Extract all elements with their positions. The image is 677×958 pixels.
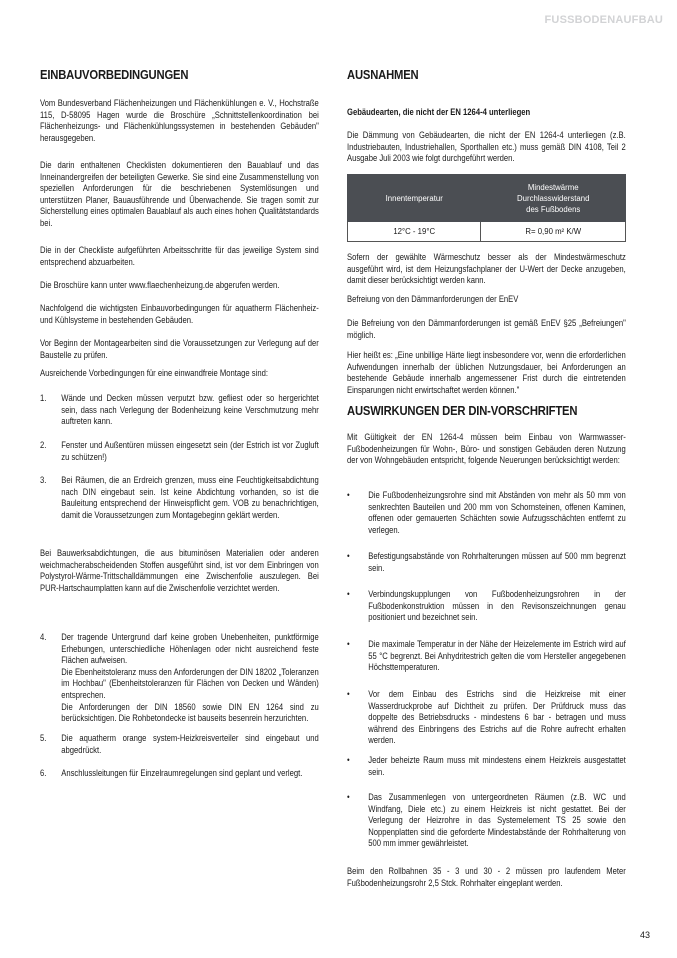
bullet-item bbox=[347, 551, 626, 574]
paragraph: Nachfolgend die wichtigsten Einbauvorbedingungen für aquatherm Flächenheiz- und Kühlsysteme in bestehenden Gebäuden. bbox=[40, 303, 319, 325]
bullet-icon: • bbox=[347, 689, 350, 699]
paragraph: Ausreichende Vorbedingungen für eine einwandfreie Montage sind: bbox=[40, 368, 268, 378]
bullet-text: Verbindungskupplungen von Fußbodenheizungsrohren in der Fußbodenkonstruktion müssen in den Revisonszeichnungen genau positioniert und bezeichnet sein. bbox=[368, 589, 626, 623]
list-text: Bei Räumen, die an Erdreich grenzen, muss eine Feuchtigkeitsabdichtung nach DIN eingebaut sein. Ist keine Abdichtung vorhanden, so ist die Bauleitung entsprechend der Hinweispflicht gem. VOB zu benachrichtigen, damit die Voraussetzungen zum Montagebeginn geklärt werden. bbox=[61, 475, 319, 520]
table-header: Innentemperatur bbox=[348, 175, 481, 222]
bullet-text: Jeder beheizte Raum muss mit mindestens einem Heizkreis ausgestattet sein. bbox=[368, 755, 626, 777]
list-text-part: Die Anforderungen der DIN 18560 sowie DIN EN 1264 sind zu berücksichtigen. Die Rohbetondecke ist bauseits besenrein herzurichten. bbox=[61, 701, 319, 724]
bullet-text: Das Zusammenlegen von untergeordneten Räumen (z.B. WC und Windfang, Diele etc.) zu einem Heizkreis ist nicht gestattet. Bei der Verlegung der Heizrohre in das Systemelement TS 25 sowie den Noppenplatten sind die geforderte Mindestabstände der Rohrhalterung von 500 mm immer gewährleistet. bbox=[368, 792, 626, 849]
bullet-item bbox=[347, 589, 626, 624]
table-header-line: Mindestwärme bbox=[527, 182, 579, 192]
table-row bbox=[348, 222, 626, 242]
table-cell: R= 0,90 m² K/W bbox=[481, 222, 626, 242]
insulation-table bbox=[347, 174, 626, 242]
section-header: FUSSBODENAUFBAU bbox=[544, 14, 663, 26]
bullet-icon: • bbox=[347, 490, 350, 500]
list-number: 4. bbox=[40, 632, 47, 642]
list-number: 3. bbox=[40, 475, 47, 485]
list-text: Wände und Decken müssen verputzt bzw. gefliest oder so hergerichtet sein, dass nach Verlegung der Bodenheizung keine Verschmutzung mehr auftreten kann. bbox=[61, 393, 319, 427]
bullet-icon: • bbox=[347, 792, 350, 802]
paragraph: Vor Beginn der Montagearbeiten sind die Voraussetzungen zur Verlegung auf der Baustelle zu prüfen. bbox=[40, 338, 319, 360]
bullet-item bbox=[347, 755, 626, 778]
paragraph: Beim den Rollbahnen 35 - 3 und 30 - 2 müssen pro laufendem Meter Fußbodenheizungsrohr 2,5 Stck. Rohrhalter eingeplant werden. bbox=[347, 866, 626, 888]
paragraph: Die Dämmung von Gebäudearten, die nicht der EN 1264-4 unterliegen (z.B. Industriebauten, Industriehallen, Sporthallen etc.) muss gemäß DIN 4108, Teil 2 Ausgabe Juli 2003 wie folgt durchgeführt werden. bbox=[347, 130, 626, 164]
bullet-text: Die Fußbodenheizungsrohre sind mit Abständen von mehr als 50 mm von senkrechten Bauteilen und 200 mm von Schornsteinen, offenen Kaminen, offenen oder gemauerten Schächten sowie Aufzugsschächten entfernt zu verlegen. bbox=[368, 490, 626, 535]
list-item bbox=[40, 632, 319, 725]
paragraph: Bei Bauwerksabdichtungen, die aus bituminösen Materialien oder anderen weichmacherabscheidenden Stoffen ausgeführt sind, ist vor dem Einbringen von Polystyrol-Wärme-Trittschalldämmungen eine Zwischenfolie auszulegen. Bei PUR-Hartschaumplatten kann auf die Zwischenfolie verzichtet werden. bbox=[40, 548, 319, 593]
bullet-item bbox=[347, 490, 626, 536]
paragraph: Die Broschüre kann unter www.flaechenheizung.de abgerufen werden. bbox=[40, 280, 280, 290]
subheading: Gebäudearten, die nicht der EN 1264-4 unterliegen bbox=[347, 107, 531, 117]
list-item bbox=[40, 475, 319, 521]
paragraph: Die darin enthaltenen Checklisten dokumentieren den Bauablauf und das Inneinandergreifen der beteiligten Gewerke. Sie sind eine Zusammenstellung von speziellen Anforderungen für die beschriebenen Systemlösungen und unterstützen Planer, Bauausführende und Überwachende. Sie tragen somit zur Sicherstellung eines optimalen Bauablauf als auch eines hohen Qualitätstandards bei. bbox=[40, 160, 319, 228]
bullet-icon: • bbox=[347, 755, 350, 765]
list-number: 2. bbox=[40, 440, 47, 450]
bullet-text: Die maximale Temperatur in der Nähe der Heizelemente im Estrich wird auf 55 °C begrenzt. Bei Anhydritestrich gelten die vom Hersteller angegebenen Höchsttemperaturen. bbox=[368, 639, 626, 673]
table-header bbox=[481, 175, 626, 222]
table-cell: 12°C - 19°C bbox=[348, 222, 481, 242]
list-item bbox=[40, 393, 319, 428]
paragraph: Sofern der gewählte Wärmeschutz besser als der Mindestwärmeschutz ausgeführt wird, ist dem Heizungsfachplaner der U-Wert der Decke anzugeben, damit dieser berücksichtigt werden kann. bbox=[347, 252, 626, 286]
paragraph: Die Befreiung von den Dämmanforderungen ist gemäß EnEV §25 „Befreiungen" möglich. bbox=[347, 318, 626, 340]
page-number: 43 bbox=[639, 930, 650, 940]
list-text bbox=[61, 632, 319, 725]
list-text: Anschlussleitungen für Einzelraumregelungen sind geplant und verlegt. bbox=[61, 768, 303, 778]
list-item bbox=[40, 768, 319, 780]
paragraph: Befreiung von den Dämmanforderungen der EnEV bbox=[347, 294, 519, 304]
table-header-line: des Fußbodens bbox=[526, 204, 581, 214]
list-number: 6. bbox=[40, 768, 47, 778]
paragraph: Hier heißt es: „Eine unbillige Härte liegt insbesondere vor, wenn die erforderlichen Aufwendungen innerhalb der üblichen Nutzungsdauer, bei Anforderungen an bestehende Gebäude innerhalb angemessener Frist durch die eintretenden Einsparungen nicht erwirtschaftet werden können." bbox=[347, 350, 626, 395]
bullet-icon: • bbox=[347, 551, 350, 561]
list-item bbox=[40, 733, 319, 756]
heading-auswirkungen: AUSWIRKUNGEN DER DIN-VORSCHRIFTEN bbox=[347, 404, 578, 418]
paragraph: Die in der Checkliste aufgeführten Arbeitsschritte für das jeweilige System sind entsprechend abzuarbeiten. bbox=[40, 245, 319, 267]
bullet-icon: • bbox=[347, 639, 350, 649]
bullet-item bbox=[347, 792, 626, 850]
list-text-part: Die Ebenheitstoleranz muss den Anforderungen der DIN 18202 „Toleranzen im Hochbau" (Ebenheitstoleranzen für Flächen von Decken und Wänden) entsprechen. bbox=[61, 666, 319, 700]
bullet-icon: • bbox=[347, 589, 350, 599]
list-item bbox=[40, 440, 319, 463]
list-text-part: Der tragende Untergrund darf keine groben Unebenheiten, punktförmige Erhebungen, unterschiedliche Höhenlagen oder nicht ausreichend feste Flächen aufweisen. bbox=[61, 632, 319, 666]
bullet-item bbox=[347, 639, 626, 674]
heading-einbauvorbedingungen: EINBAUVORBEDINGUNGEN bbox=[40, 68, 189, 82]
list-number: 5. bbox=[40, 733, 47, 743]
list-text: Fenster und Außentüren müssen eingesetzt sein (der Estrich ist vor Zugluft zu schützen!) bbox=[61, 440, 319, 462]
list-number: 1. bbox=[40, 393, 47, 403]
paragraph: Mit Gültigkeit der EN 1264-4 müssen beim Einbau von Warmwasser-Fußbodenheizungen für Wohn-, Büro- und sonstigen Gebäuden deren Nutzung der von Wohngebäuden entspricht, folgende Neuerungen berücksichtigt werden: bbox=[347, 432, 626, 466]
bullet-item bbox=[347, 689, 626, 747]
bullet-text: Befestigungsabstände von Rohrhalterungen müssen auf 500 mm begrenzt sein. bbox=[368, 551, 626, 573]
list-text: Die aquatherm orange system-Heizkreisverteiler sind eingebaut und abgedrückt. bbox=[61, 733, 319, 755]
table-header-line: Durchlasswiderstand bbox=[517, 193, 590, 203]
paragraph: Vom Bundesverband Flächenheizungen und Flächenkühlungen e. V., Hochstraße 115, D-58095 Hagen wurde die Broschüre „Schnittstellenkoordination bei Flächenheizungs- und Flächenkühlungssystemen in bestehenden Gebäuden" herausgegeben. bbox=[40, 98, 319, 143]
heading-ausnahmen: AUSNAHMEN bbox=[347, 68, 419, 82]
bullet-text: Vor dem Einbau des Estrichs sind die Heizkreise mit einer Wasserdruckprobe auf Dichtheit zu prüfen. Der Prüfdruck muss das doppelte des Betriebsdrucks - mindestens 6 bar - betragen und muss während des Einbringens des Estrichs auf die Rohre aufrecht erhalten werden. bbox=[368, 689, 626, 746]
